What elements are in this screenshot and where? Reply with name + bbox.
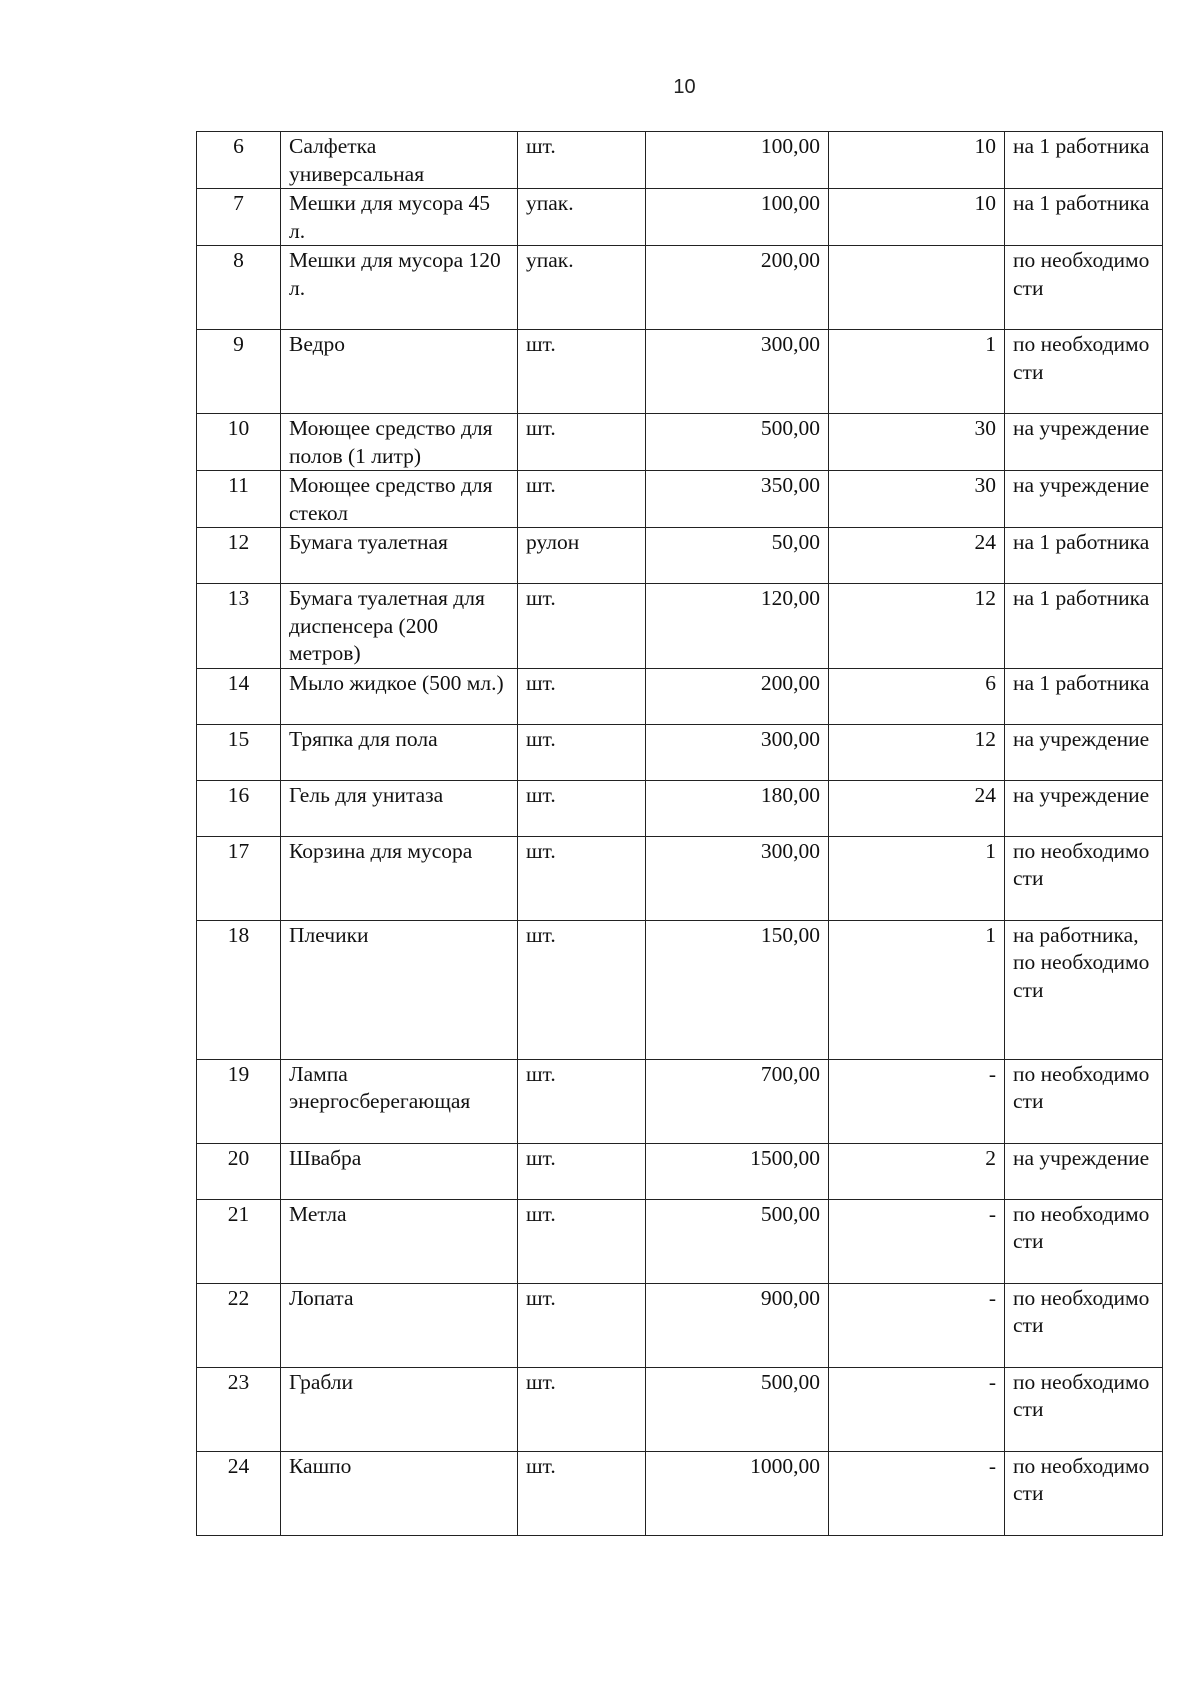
item-price: 900,00	[646, 1283, 829, 1367]
row-number: 19	[197, 1059, 281, 1143]
item-unit: шт.	[518, 836, 646, 920]
row-number: 8	[197, 246, 281, 330]
item-unit: шт.	[518, 471, 646, 528]
item-unit: шт.	[518, 584, 646, 669]
item-unit: шт.	[518, 132, 646, 189]
table-row	[197, 836, 1163, 920]
item-unit: шт.	[518, 1367, 646, 1451]
row-number: 13	[197, 584, 281, 669]
table-row	[197, 1451, 1163, 1535]
item-quantity: 24	[829, 528, 1005, 584]
item-quantity: 24	[829, 780, 1005, 836]
item-price: 300,00	[646, 836, 829, 920]
item-price: 180,00	[646, 780, 829, 836]
item-name: Швабра	[281, 1143, 518, 1199]
item-note: на 1 работника	[1005, 584, 1163, 669]
item-quantity: 6	[829, 668, 1005, 724]
item-name: Тряпка для пола	[281, 724, 518, 780]
item-name: Лопата	[281, 1283, 518, 1367]
row-number: 23	[197, 1367, 281, 1451]
item-unit: шт.	[518, 1451, 646, 1535]
item-note: по необходимо сти	[1005, 1059, 1163, 1143]
supplies-table-body	[197, 132, 1163, 1536]
item-quantity: -	[829, 1059, 1005, 1143]
row-number: 21	[197, 1199, 281, 1283]
item-name: Лампа энергосберегающая	[281, 1059, 518, 1143]
row-number: 6	[197, 132, 281, 189]
table-row	[197, 132, 1163, 189]
table-row	[197, 1367, 1163, 1451]
row-number: 22	[197, 1283, 281, 1367]
row-number: 24	[197, 1451, 281, 1535]
item-quantity: 12	[829, 584, 1005, 669]
item-note: по необходимо сти	[1005, 1367, 1163, 1451]
table-row	[197, 1199, 1163, 1283]
table-row	[197, 189, 1163, 246]
item-quantity: 1	[829, 836, 1005, 920]
item-unit: шт.	[518, 1059, 646, 1143]
row-number: 14	[197, 668, 281, 724]
item-note: по необходимо сти	[1005, 1199, 1163, 1283]
item-price: 500,00	[646, 1367, 829, 1451]
item-unit: шт.	[518, 920, 646, 1059]
item-name: Корзина для мусора	[281, 836, 518, 920]
item-quantity: -	[829, 1367, 1005, 1451]
row-number: 9	[197, 330, 281, 414]
item-name: Кашпо	[281, 1451, 518, 1535]
item-unit: шт.	[518, 1143, 646, 1199]
table-row	[197, 414, 1163, 471]
item-quantity: 1	[829, 920, 1005, 1059]
item-price: 1500,00	[646, 1143, 829, 1199]
table-row	[197, 471, 1163, 528]
row-number: 15	[197, 724, 281, 780]
item-quantity: -	[829, 1283, 1005, 1367]
item-quantity: 12	[829, 724, 1005, 780]
item-name: Мешки для мусора 120 л.	[281, 246, 518, 330]
item-name: Бумага туалетная для диспенсера (200 метров)	[281, 584, 518, 669]
item-unit: шт.	[518, 1199, 646, 1283]
item-unit: упак.	[518, 246, 646, 330]
item-note: по необходимо сти	[1005, 1283, 1163, 1367]
item-quantity: 10	[829, 132, 1005, 189]
table-row	[197, 780, 1163, 836]
item-note: на учреждение	[1005, 724, 1163, 780]
item-name: Гель для унитаза	[281, 780, 518, 836]
table-row	[197, 920, 1163, 1059]
item-note: по необходимо сти	[1005, 1451, 1163, 1535]
item-name: Моющее средство для полов (1 литр)	[281, 414, 518, 471]
row-number: 11	[197, 471, 281, 528]
table-row	[197, 330, 1163, 414]
item-name: Грабли	[281, 1367, 518, 1451]
item-note: по необходимо сти	[1005, 836, 1163, 920]
item-unit: шт.	[518, 780, 646, 836]
table-row	[197, 1283, 1163, 1367]
item-price: 300,00	[646, 330, 829, 414]
item-price: 150,00	[646, 920, 829, 1059]
item-quantity: 30	[829, 414, 1005, 471]
item-name: Мешки для мусора 45 л.	[281, 189, 518, 246]
item-unit: шт.	[518, 668, 646, 724]
table-row	[197, 246, 1163, 330]
item-note: по необходимо сти	[1005, 246, 1163, 330]
item-name: Ведро	[281, 330, 518, 414]
item-price: 350,00	[646, 471, 829, 528]
item-name: Салфетка универсальная	[281, 132, 518, 189]
item-price: 120,00	[646, 584, 829, 669]
item-price: 100,00	[646, 132, 829, 189]
item-note: на учреждение	[1005, 471, 1163, 528]
table-row	[197, 528, 1163, 584]
row-number: 7	[197, 189, 281, 246]
item-note: на 1 работника	[1005, 528, 1163, 584]
row-number: 18	[197, 920, 281, 1059]
item-name: Моющее средство для стекол	[281, 471, 518, 528]
table-row	[197, 1059, 1163, 1143]
item-price: 500,00	[646, 414, 829, 471]
item-unit: шт.	[518, 724, 646, 780]
item-price: 300,00	[646, 724, 829, 780]
item-quantity: 2	[829, 1143, 1005, 1199]
item-quantity	[829, 246, 1005, 330]
item-price: 200,00	[646, 246, 829, 330]
item-unit: шт.	[518, 1283, 646, 1367]
item-unit: рулон	[518, 528, 646, 584]
page-number: 10	[673, 76, 696, 98]
item-note: на работника, по необходимо сти	[1005, 920, 1163, 1059]
item-note: на учреждение	[1005, 414, 1163, 471]
item-quantity: -	[829, 1199, 1005, 1283]
item-note: на 1 работника	[1005, 189, 1163, 246]
table-row	[197, 584, 1163, 669]
item-price: 1000,00	[646, 1451, 829, 1535]
item-name: Мыло жидкое (500 мл.)	[281, 668, 518, 724]
row-number: 12	[197, 528, 281, 584]
item-name: Метла	[281, 1199, 518, 1283]
item-quantity: 30	[829, 471, 1005, 528]
item-unit: упак.	[518, 189, 646, 246]
item-price: 200,00	[646, 668, 829, 724]
item-quantity: -	[829, 1451, 1005, 1535]
item-name: Плечики	[281, 920, 518, 1059]
table-row	[197, 668, 1163, 724]
item-price: 50,00	[646, 528, 829, 584]
item-name: Бумага туалетная	[281, 528, 518, 584]
supplies-table	[196, 131, 1163, 1536]
row-number: 10	[197, 414, 281, 471]
item-note: на учреждение	[1005, 780, 1163, 836]
item-note: на 1 работника	[1005, 132, 1163, 189]
row-number: 17	[197, 836, 281, 920]
item-note: по необходимо сти	[1005, 330, 1163, 414]
item-quantity: 10	[829, 189, 1005, 246]
item-price: 100,00	[646, 189, 829, 246]
item-price: 500,00	[646, 1199, 829, 1283]
item-note: на 1 работника	[1005, 668, 1163, 724]
item-unit: шт.	[518, 414, 646, 471]
table-row	[197, 1143, 1163, 1199]
item-unit: шт.	[518, 330, 646, 414]
row-number: 20	[197, 1143, 281, 1199]
item-price: 700,00	[646, 1059, 829, 1143]
table-row	[197, 724, 1163, 780]
item-quantity: 1	[829, 330, 1005, 414]
row-number: 16	[197, 780, 281, 836]
item-note: на учреждение	[1005, 1143, 1163, 1199]
